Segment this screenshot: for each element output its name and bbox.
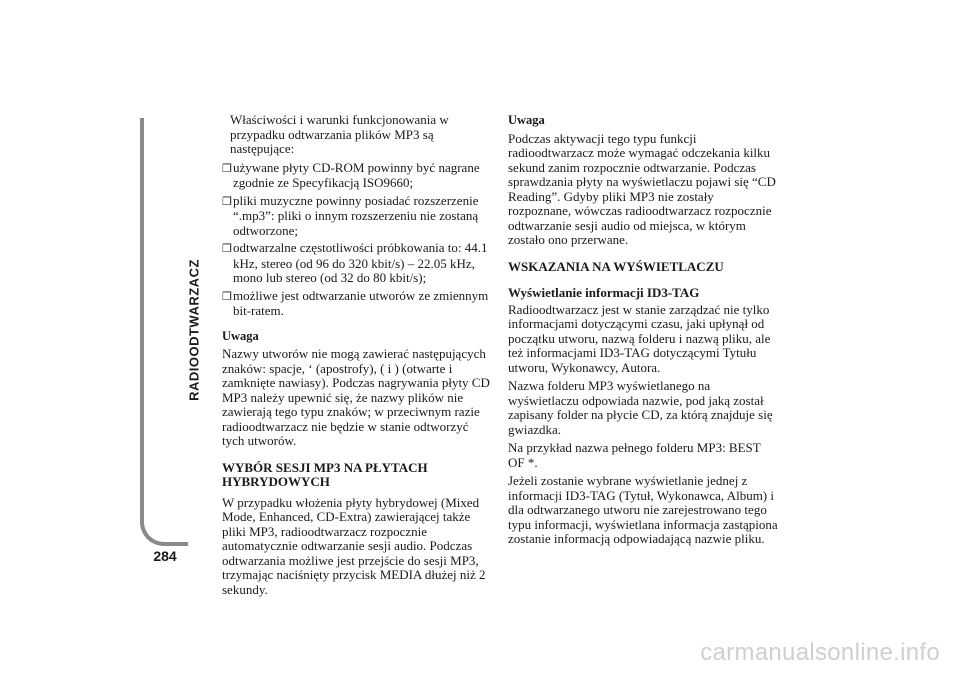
left-column — [222, 113, 492, 601]
section-heading-hybrid: WYBÓR SESJI MP3 NA PŁYTACH HYBRYDOWYCH — [222, 459, 428, 489]
paragraph: Radioodtwarzacz jest w stanie zarządzać nie tylko informacjami dotyczącymi czasu, jaki upłynął od początku utworu, nazwą folderu i nazwą pliku, ale też informacjami ID3-TAG dotyczącymi Tytułu utworu, Wykonawcy, Autora. — [508, 301, 771, 375]
bullet-item: ❒używane płyty CD-ROM powinny być nagrane zgodnie ze Specyfikacją ISO9660; — [222, 159, 480, 190]
checkbox-bullet-icon: ❒ — [222, 195, 232, 208]
paragraph: Nazwa folderu MP3 wyświetlanego na wyświetlaczu odpowiada nazwie, pod jaką został zapisany folder na płycie CD, za którą znajduje się gwiazdka. — [508, 378, 773, 437]
note-text: Nazwy utworów nie mogą zawierać następujących znaków: spacje, ‘ (apostrofy), ( i ) (otwarte i zamknięte nawiasy). Podczas nagrywania płyty CD MP3 należy upewnić się, że nazwy plików nie zawierają tego typu znaków; w przeciwnym razie radioodtwarzacz nie będzie w stanie odtworzyć tych utworów. — [222, 346, 490, 448]
section-heading-display: WSKAZANIA NA WYŚWIETLACZU — [508, 258, 724, 274]
paragraph: Na przykład nazwa pełnego folderu MP3: BEST OF *. — [508, 440, 761, 470]
checkbox-bullet-icon: ❒ — [222, 290, 232, 303]
subheading-id3: Wyświetlanie informacji ID3-TAG — [508, 285, 700, 300]
watermark: carmanualsonline.info — [700, 639, 940, 666]
sidebar-divider — [140, 118, 188, 546]
section-tab-label: RADIOODTWARZACZ — [186, 259, 202, 401]
bullet-item: ❒pliki muzyczne powinny posiadać rozszerzenie “.mp3”: pliki o innym rozszerzeniu nie zostaną odtworzone; — [222, 192, 479, 238]
paragraph: Jeżeli zostanie wybrane wyświetlanie jednej z informacji ID3-TAG (Tytuł, Wykonawca, Album) i dla odtwarzanego utworu nie zarejestrowano tego typu informacji, wyświetlana informacja zastąpiona zostanie informacją odpowiadającą nazwie pliku. — [508, 473, 778, 546]
checkbox-bullet-icon: ❒ — [222, 162, 232, 175]
note-text: Podczas aktywacji tego typu funkcji radioodtwarzacz może wymagać odczekania kilku sekund zanim rozpocznie odtwarzanie. Podczas sprawdzania płyty na wyświetlaczu pojawi się “CD Reading”. Gdyby pliki MP3 nie zostały rozpoznane, wówczas radioodtwarzacz rozpocznie odtwarzanie sesji audio od miejsca, w którym zostało ono przerwane. — [508, 130, 776, 247]
right-column — [508, 113, 780, 551]
section-text-hybrid: W przypadku włożenia płyty hybrydowej (Mixed Mode, Enhanced, CD-Extra) zawierającej także pliki MP3, radioodtwarzacz rozpocznie automatycznie odtwarzanie sesji audio. Podczas odtwarzania możliwe jest przejście do sesji MP3, trzymając naciśnięty przycisk MEDIA dłużej niż 2 sekundy. — [222, 494, 486, 597]
note-title: Uwaga — [508, 113, 545, 127]
checkbox-bullet-icon: ❒ — [222, 243, 232, 255]
page-number: 284 — [153, 548, 177, 564]
bullet-item: ❒możliwe jest odtwarzanie utworów ze zmiennym bit-ratem. — [222, 287, 489, 318]
mp3-intro: Właściwości i warunki funkcjonowania w przypadku odtwarzania plików MP3 są następujące: — [230, 112, 449, 156]
note-title: Uwaga — [222, 328, 259, 343]
bullet-item: ❒odtwarzalne częstotliwości próbkowania to: 44.1 kHz, stereo (od 96 do 320 kbit/s) – 22.05 kHz, mono lub stereo (od 32 do 80 kbit/s); — [222, 240, 488, 285]
